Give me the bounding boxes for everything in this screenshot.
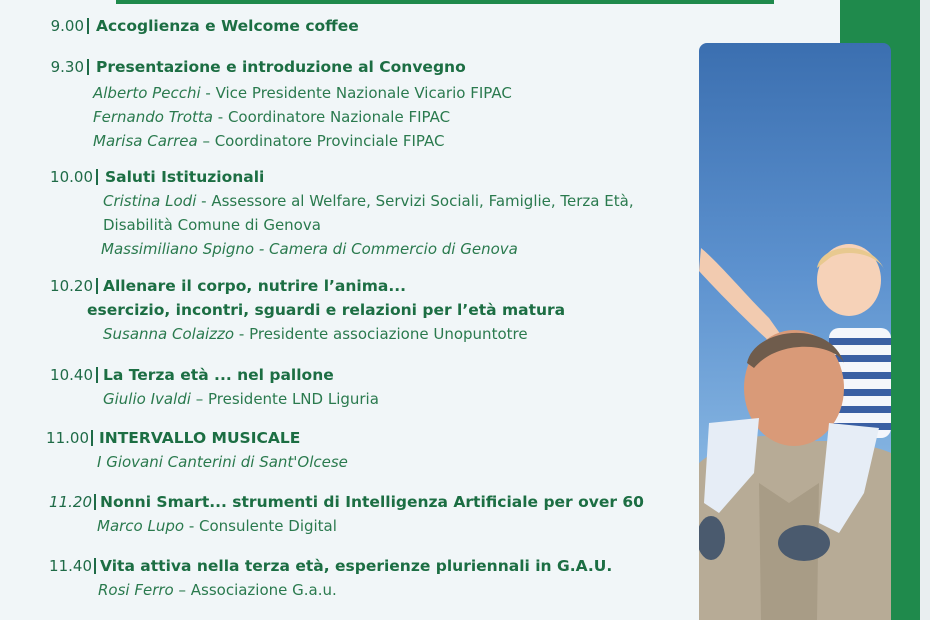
speaker-name: Marisa Carrea	[93, 132, 198, 150]
speaker-line	[0, 81, 690, 105]
time-separator	[94, 558, 96, 574]
agenda-title: INTERVALLO MUSICALE	[99, 429, 301, 447]
agenda-title: Saluti Istituzionali	[105, 168, 265, 186]
speaker-name: Giulio Ivaldi	[103, 390, 191, 408]
speaker-name: I Giovani Canterini di Sant'Olcese	[97, 453, 348, 471]
speaker-role: - Presidente associazione Unopuntotre	[234, 325, 528, 343]
agenda-item	[0, 426, 690, 474]
agenda-title: Vita attiva nella terza età, esperienze pluriennali in G.A.U.	[100, 557, 613, 575]
agenda-time: 10.00	[50, 168, 93, 186]
speaker-role: - Vice Presidente Nazionale Vicario FIPAC	[200, 84, 512, 102]
speaker-role: - Consulente Digital	[184, 517, 337, 535]
agenda-time: 9.00	[50, 17, 84, 35]
agenda-title: La Terza età ... nel pallone	[103, 366, 334, 384]
time-separator	[94, 494, 96, 510]
time-separator	[96, 278, 98, 294]
time-separator	[91, 430, 93, 446]
time-separator	[87, 59, 89, 75]
speaker-role: – Presidente LND Liguria	[190, 390, 379, 408]
agenda-title: Nonni Smart... strumenti di Intelligenza Artificiale per over 60	[100, 493, 644, 511]
speaker-role: – Associazione G.a.u.	[173, 581, 337, 599]
speaker-role: - Coordinatore Nazionale FIPAC	[213, 108, 451, 126]
agenda-title: Accoglienza e Welcome coffee	[96, 17, 359, 35]
agenda-time: 10.20	[50, 277, 93, 295]
speaker-line	[0, 189, 690, 213]
speaker-role: – Coordinatore Provinciale FIPAC	[197, 132, 445, 150]
agenda-title: Allenare il corpo, nutrire l’anima...	[103, 277, 406, 295]
agenda-item	[0, 14, 690, 38]
speaker-line	[0, 213, 690, 237]
speaker-line	[0, 450, 690, 474]
speaker-name: Marco Lupo	[97, 517, 185, 535]
speaker-line	[0, 322, 690, 346]
agenda-title: Presentazione e introduzione al Convegno	[96, 58, 466, 76]
right-edge	[920, 0, 930, 620]
photo-father-child	[699, 43, 891, 620]
time-separator	[96, 367, 98, 383]
agenda-item	[0, 490, 690, 538]
speaker-name: Cristina Lodi	[103, 192, 197, 210]
time-separator	[96, 169, 98, 185]
agenda-item	[0, 554, 690, 602]
speaker-line	[0, 578, 690, 602]
agenda-subtitle: esercizio, incontri, sguardi e relazioni per l’età matura	[87, 301, 566, 319]
speaker-line	[0, 105, 690, 129]
speaker-name: Rosi Ferro	[98, 581, 174, 599]
photo-illustration	[699, 43, 891, 620]
speaker-role: Disabilità Comune di Genova	[103, 216, 321, 234]
agenda-item	[0, 274, 690, 346]
speaker-name: Susanna Colaizzo	[103, 325, 235, 343]
agenda-time: 11.40	[49, 557, 92, 575]
speaker-line	[0, 387, 690, 411]
agenda-item	[0, 55, 690, 153]
agenda-time: 11.20	[49, 493, 92, 511]
agenda-time: 11.00	[46, 429, 89, 447]
speaker-line	[0, 237, 690, 261]
agenda-time: 9.30	[50, 58, 84, 76]
speaker-name: Massimiliano Spigno - Camera di Commercio di Genova	[101, 240, 518, 258]
agenda-item	[0, 363, 690, 411]
speaker-line	[0, 129, 690, 153]
speaker-name: Fernando Trotta	[93, 108, 213, 126]
speaker-role: - Assessore al Welfare, Servizi Sociali, Famiglie, Terza Età,	[196, 192, 634, 210]
agenda-item	[0, 165, 690, 261]
time-separator	[87, 18, 89, 34]
speaker-line	[0, 514, 690, 538]
speaker-name: Alberto Pecchi	[93, 84, 201, 102]
agenda-time: 10.40	[50, 366, 93, 384]
